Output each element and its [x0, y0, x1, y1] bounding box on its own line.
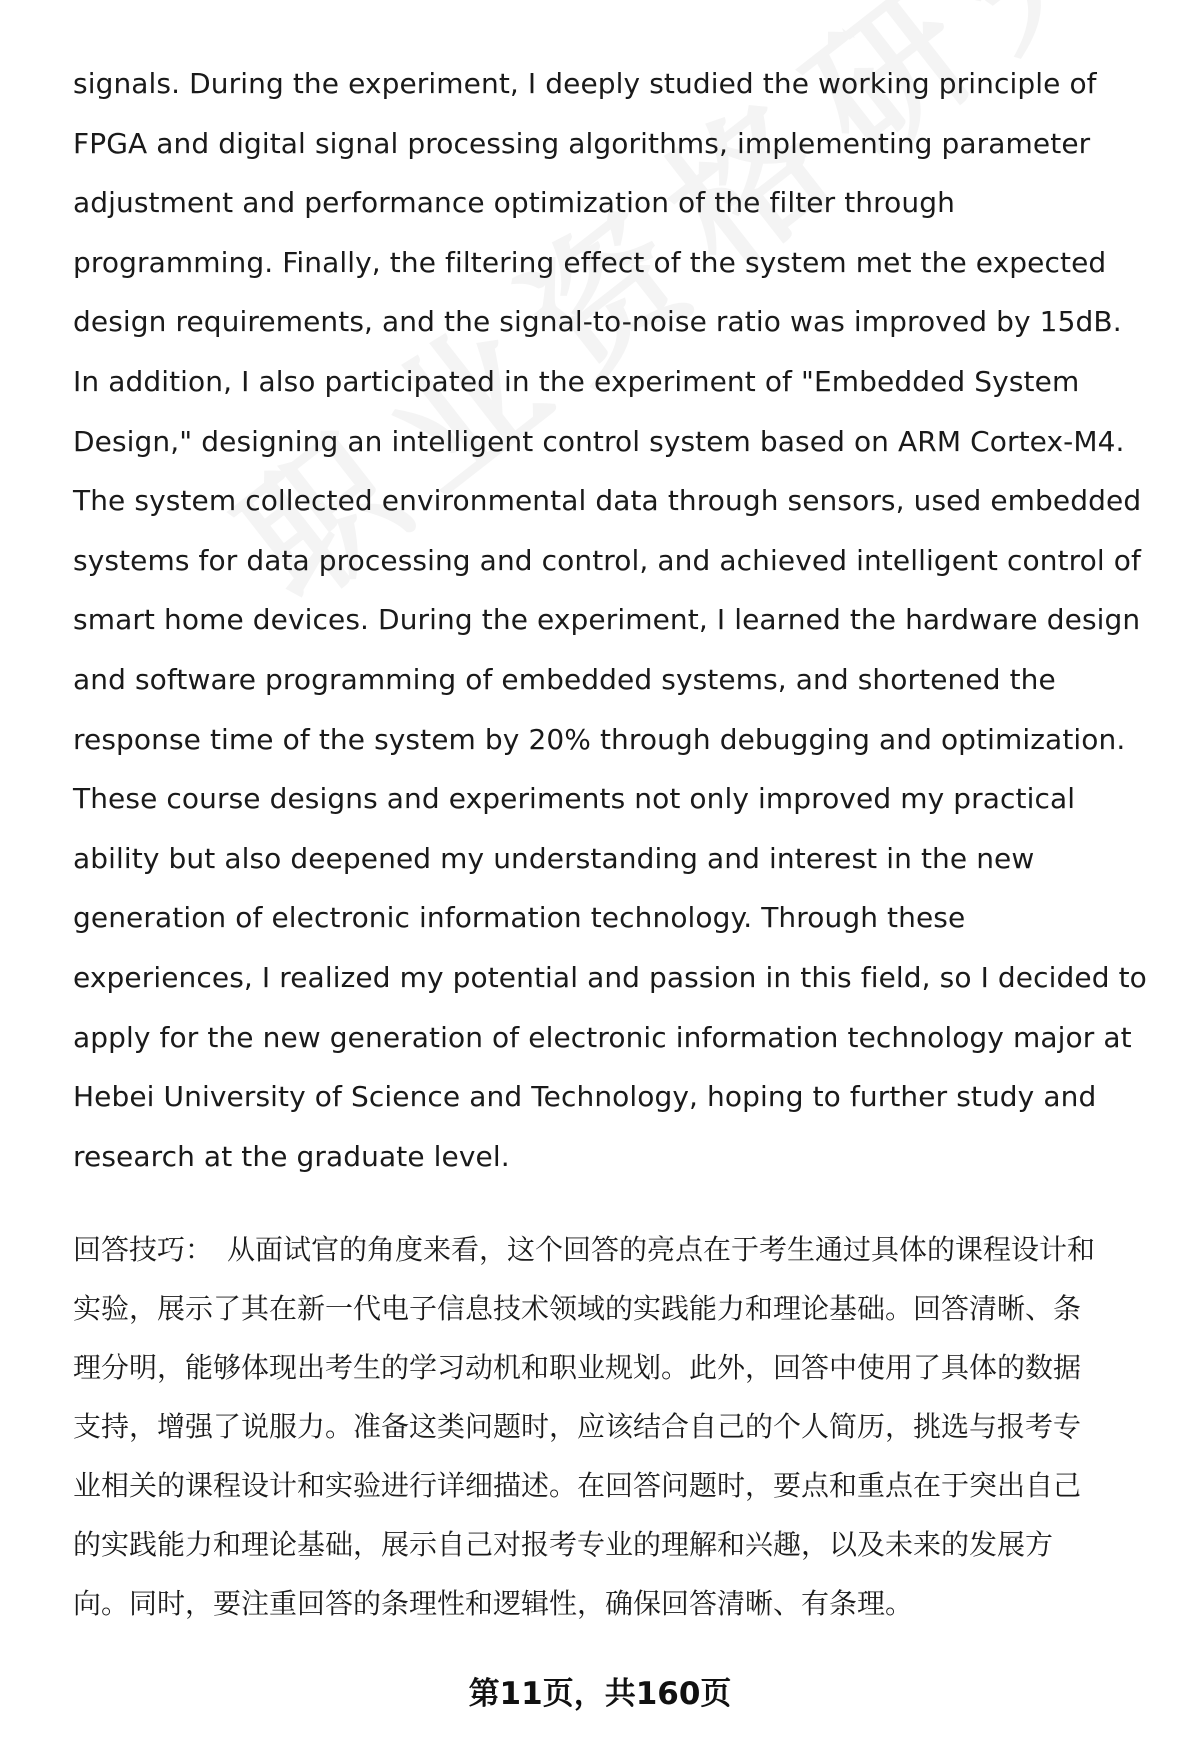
- tip-line: 理分明，能够体现出考生的学习动机和职业规划。此外，回答中使用了具体的数据: [73, 1351, 1082, 1384]
- tip-text: 从面试官的角度来看，这个回答的亮点在于考生通过具体的课程设计和: [227, 1233, 1096, 1266]
- paragraph-line: signals. During the experiment, I deeply studied the working principle of: [73, 67, 1097, 100]
- tip-label: 回答技巧：: [73, 1233, 214, 1266]
- page-number: 第11页，共160页: [468, 1676, 732, 1712]
- paragraph-line: smart home devices. During the experiment, I learned the hardware design: [73, 603, 1141, 637]
- paragraph-line: apply for the new generation of electronic information technology major at: [73, 1020, 1132, 1054]
- paragraph-line: The system collected environmental data through sensors, used embedded: [73, 484, 1142, 518]
- paragraph-line: adjustment and performance optimization of the filter through: [73, 186, 955, 220]
- paragraph-line: Hebei University of Science and Technology, hoping to further study and: [73, 1080, 1097, 1114]
- tip-line: 业相关的课程设计和实验进行详细描述。在回答问题时，要点和重点在于突出自己: [73, 1469, 1082, 1502]
- tip-line: 向。同时，要注重回答的条理性和逻辑性，确保回答清晰、有条理。: [73, 1587, 914, 1620]
- paragraph-line: Design," designing an intelligent control system based on ARM Cortex-M4.: [73, 424, 1125, 458]
- paragraph-line: These course designs and experiments not only improved my practical: [73, 782, 1076, 816]
- answer-tips: [73, 1225, 1163, 1638]
- paragraph-line: experiences, I realized my potential and passion in this field, so I decided to: [73, 960, 1147, 994]
- paragraph-line: design requirements, and the signal-to-noise ratio was improved by 15dB.: [73, 305, 1122, 339]
- tip-line: 支持，增强了说服力。准备这类问题时，应该结合自己的个人简历，挑选与报考专: [73, 1410, 1082, 1443]
- paragraph-line: ability but also deepened my understanding and interest in the new: [73, 841, 1035, 875]
- paragraph-line: systems for data processing and control, and achieved intelligent control of: [73, 543, 1141, 577]
- paragraph-line: In addition, I also participated in the experiment of "Embedded System: [73, 364, 1080, 398]
- paragraph-line: research at the graduate level.: [73, 1139, 510, 1173]
- tip-line: [73, 1225, 1163, 1284]
- paragraph-line: response time of the system by 20% through debugging and optimization.: [73, 722, 1126, 756]
- paragraph-line: generation of electronic information technology. Through these: [73, 901, 966, 935]
- tip-line: 实验，展示了其在新一代电子信息技术领域的实践能力和理论基础。回答清晰、条: [73, 1292, 1082, 1325]
- answer-paragraph: [73, 59, 1163, 1191]
- paragraph-line: FPGA and digital signal processing algorithms, implementing parameter: [73, 126, 1091, 160]
- tip-line: 的实践能力和理论基础，展示自己对报考专业的理解和兴趣，以及未来的发展方: [73, 1528, 1054, 1561]
- paragraph-line: programming. Finally, the filtering effect of the system met the expected: [73, 245, 1107, 279]
- paragraph-line: and software programming of embedded systems, and shortened the: [73, 662, 1056, 696]
